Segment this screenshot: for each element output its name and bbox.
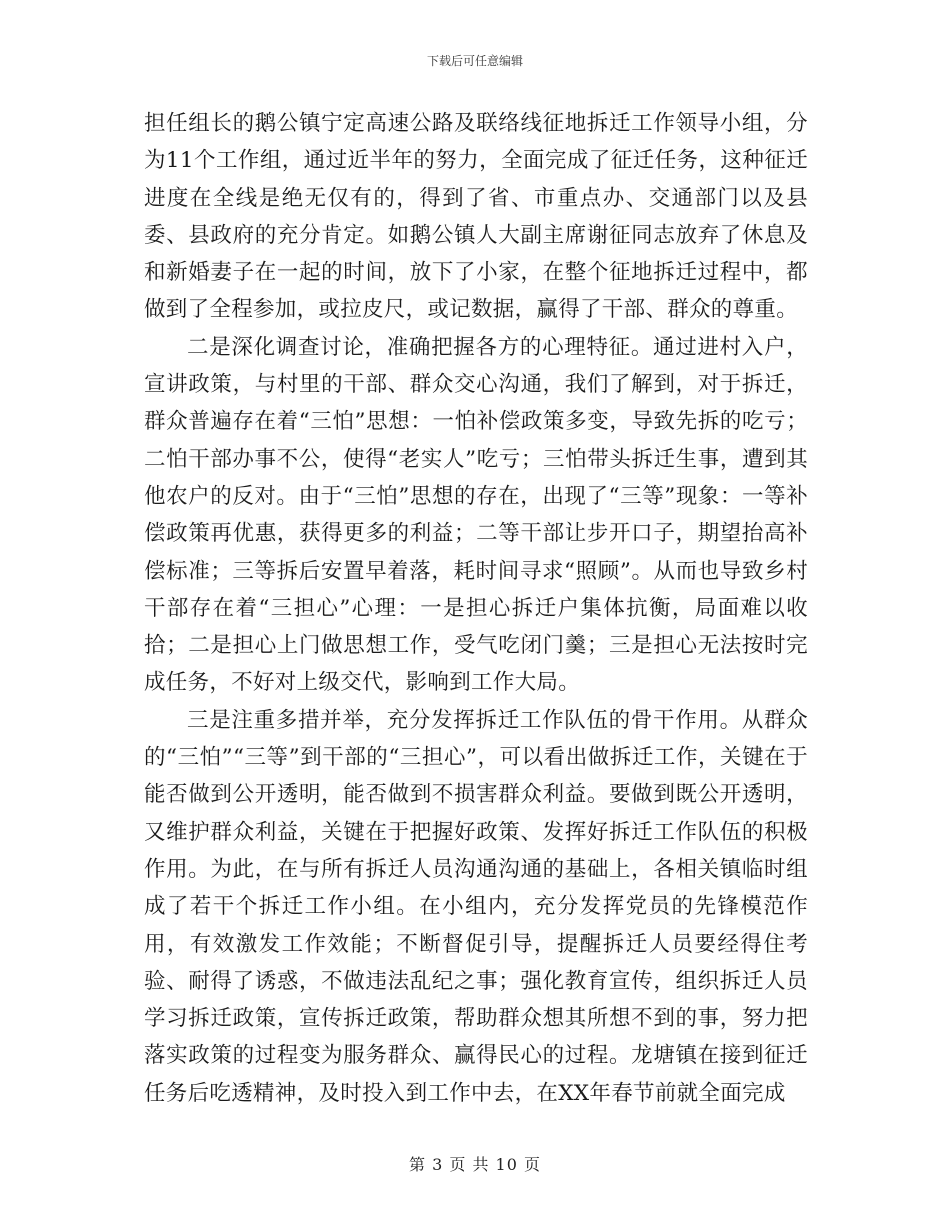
paragraph-point-three: 三是注重多措并举，充分发挥拆迁工作队伍的骨干作用。从群众的“三怕”“三等”到干部的“三担心”，可以看出做拆迁工作，关键在于能否做到公开透明，能否做到不损害群众利益。要做到既公开透明，又维护群众利益，关键在于把握好政策、发挥好拆迁工作队伍的积极作用。为此，在与所有拆迁人员沟通沟通的基础上，各相关镇临时组成了若干个拆迁工作小组。在小组内，充分发挥党员的先锋模范作用，有效激发工作效能；不断督促引导，提醒拆迁人员要经得住考验、耐得了诱惑，不做违法乱纪之事；强化教育宣传，组织拆迁人员学习拆迁政策，宣传拆迁政策，帮助群众想其所想不到的事，努力把落实政策的过程变为服务群众、赢得民心的过程。龙塘镇在接到征迁任务后吃透精神，及时投入到工作中去，在XX年春节前就全面完成 bbox=[144, 707, 808, 1106]
document-body bbox=[144, 105, 808, 1112]
paragraph-continued: 担任组长的鹅公镇宁定高速公路及联络线征地拆迁工作领导小组，分为11个工作组，通过近半年的努力，全面完成了征迁任务，这种征迁进度在全线是绝无仅有的，得到了省、市重点办、交通部门以及县委、县政府的充分肯定。如鹅公镇人大副主席谢征同志放弃了休息及和新婚妻子在一起的时间，放下了小家，在整个征地拆迁过程中，都做到了全程参加，或拉皮尺，或记数据，赢得了干部、群众的尊重。 bbox=[144, 111, 808, 323]
page-header-note: 下载后可任意编辑 bbox=[426, 54, 523, 68]
page-number: 第 3 页 共 10 页 bbox=[409, 1155, 541, 1174]
paragraph-point-two: 二是深化调查讨论，准确把握各方的心理特征。通过进村入户，宣讲政策，与村里的干部、群众交心沟通，我们了解到，对于拆迁，群众普遍存在着“三怕”思想：一怕补偿政策多变，导致先拆的吃亏；二怕干部办事不公，使得“老实人”吃亏；三怕带头拆迁生事，遭到其他农户的反对。由于“三怕”思想的存在，出现了“三等”现象：一等补偿政策再优惠，获得更多的利益；二等干部让步开口子，期望抬高补偿标准；三等拆后安置早着落，耗时间寻求“照顾”。从而也导致乡村干部存在着“三担心”心理：一是担心拆迁户集体抗衡，局面难以收拾；二是担心上门做思想工作，受气吃闭门羹；三是担心无法按时完成任务，不好对上级交代，影响到工作大局。 bbox=[144, 334, 808, 696]
